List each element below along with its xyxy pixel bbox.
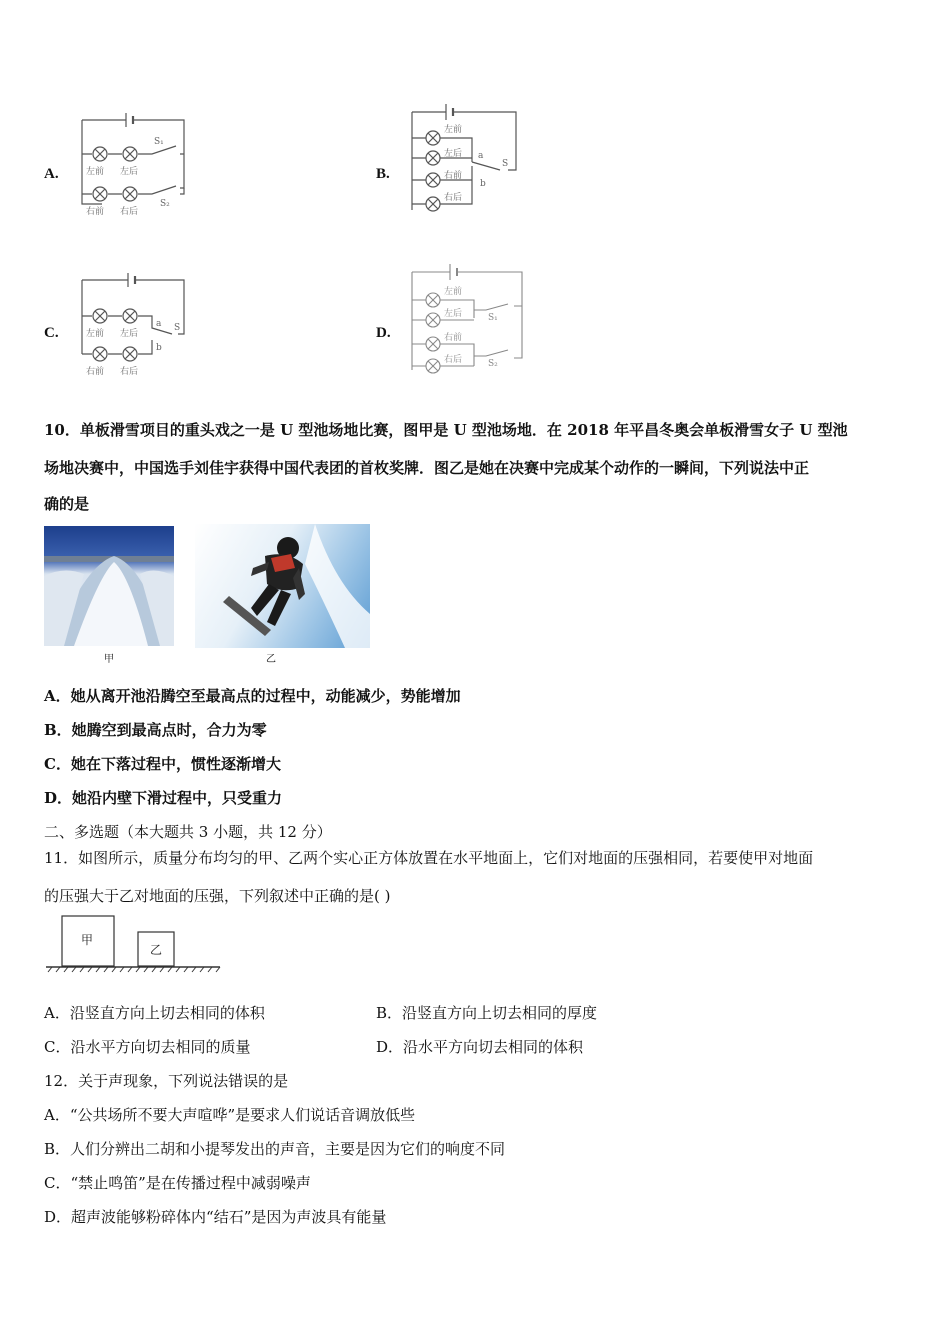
q12-option-a: A．“公共场所不要大声喧哗”是要求人们说话音调放低些 (44, 1106, 416, 1124)
switch-label: S₁ (488, 313, 498, 323)
q10-stem-line2: 场地决赛中，中国选手刘佳宇获得中国代表团的首枚奖牌．图乙是她在决赛中完成某个动作的一瞬间，下列说法中正 (44, 459, 810, 477)
lamp-label: 左后 (444, 309, 463, 319)
circuit-diagram-d (404, 258, 528, 384)
lamp-label: 左后 (444, 149, 463, 159)
q10-stem-line1: 10．单板滑雪项目的重头戏之一是 U 型池场地比赛，图甲是 U 型池场地．在 2018 年平昌冬奥会单板滑雪女子 U 型池 (44, 421, 848, 439)
cubes-diagram (44, 912, 224, 974)
circuit-diagram-a (76, 108, 192, 222)
switch-label: S (174, 323, 181, 333)
q12-option-b: B．人们分辨出二胡和小提琴发出的声音，主要是因为它们的响度不同 (44, 1140, 506, 1158)
lamp-label: 左前 (444, 287, 463, 297)
lamp-label: 右后 (444, 355, 463, 365)
lamp-label: 左后 (120, 329, 139, 339)
q11-option-c: C．沿水平方向切去相同的质量 (44, 1038, 251, 1056)
snowboarder-photo (195, 524, 370, 648)
switch-label: a (156, 319, 162, 329)
q12-option-c: C．“禁止鸣笛”是在传播过程中减弱噪声 (44, 1174, 311, 1192)
lamp-label: 右后 (444, 193, 463, 203)
switch-label: S₂ (160, 199, 170, 209)
switch-label: S₁ (154, 137, 164, 147)
lamp-label: 右后 (120, 367, 139, 377)
option-label-b: B. (376, 166, 390, 182)
q11-option-d: D．沿水平方向切去相同的体积 (376, 1038, 584, 1056)
option-label-c: C. (44, 325, 59, 341)
lamp-label: 右前 (86, 207, 105, 217)
section-title: 二、多选题（本大题共 3 小题，共 12 分） (44, 823, 332, 841)
q11-stem-line2: 的压强大于乙对地面的压强，下列叙述中正确的是( ) (44, 887, 391, 905)
q10-option-d: D．她沿内壁下滑过程中，只受重力 (44, 789, 283, 807)
lamp-label: 左后 (120, 167, 139, 177)
circuit-diagram-b (404, 100, 522, 224)
option-label-d: D. (376, 325, 391, 341)
lamp-label: 右前 (444, 333, 463, 343)
switch-label: b (156, 343, 162, 353)
q12-stem: 12．关于声现象，下列说法错误的是 (44, 1072, 289, 1090)
lamp-label: 右前 (86, 367, 105, 377)
q10-option-a: A．她从离开池沿腾空至最高点的过程中，动能减少，势能增加 (44, 687, 461, 705)
switch-label: S₂ (488, 359, 498, 369)
switch-label: a (478, 151, 484, 161)
halfpipe-photo (44, 526, 174, 646)
cube-label-yi: 乙 (150, 943, 163, 957)
q11-option-b: B．沿竖直方向上切去相同的厚度 (376, 1004, 598, 1022)
lamp-label: 左前 (444, 125, 463, 135)
lamp-label: 左前 (86, 167, 105, 177)
q12-option-d: D．超声波能够粉碎体内“结石”是因为声波具有能量 (44, 1208, 387, 1226)
caption-yi: 乙 (266, 654, 276, 665)
q10-option-c: C．她在下落过程中，惯性逐渐增大 (44, 755, 281, 773)
circuit-diagram-c (76, 268, 192, 382)
lamp-label: 右前 (444, 171, 463, 181)
switch-label: S (502, 159, 509, 169)
lamp-label: 右后 (120, 207, 139, 217)
switch-label: b (480, 179, 486, 189)
cube-label-jia: 甲 (81, 933, 94, 947)
caption-jia: 甲 (104, 654, 114, 665)
q10-option-b: B．她腾空到最高点时，合力为零 (44, 721, 267, 739)
option-label-a: A. (44, 166, 59, 182)
lamp-label: 左前 (86, 329, 105, 339)
q11-stem-line1: 11．如图所示，质量分布均匀的甲、乙两个实心正方体放置在水平地面上，它们对地面的压强相同，若要使甲对地面 (44, 849, 814, 867)
q11-option-a: A．沿竖直方向上切去相同的体积 (44, 1004, 265, 1022)
q10-stem-line3: 确的是 (44, 495, 90, 513)
